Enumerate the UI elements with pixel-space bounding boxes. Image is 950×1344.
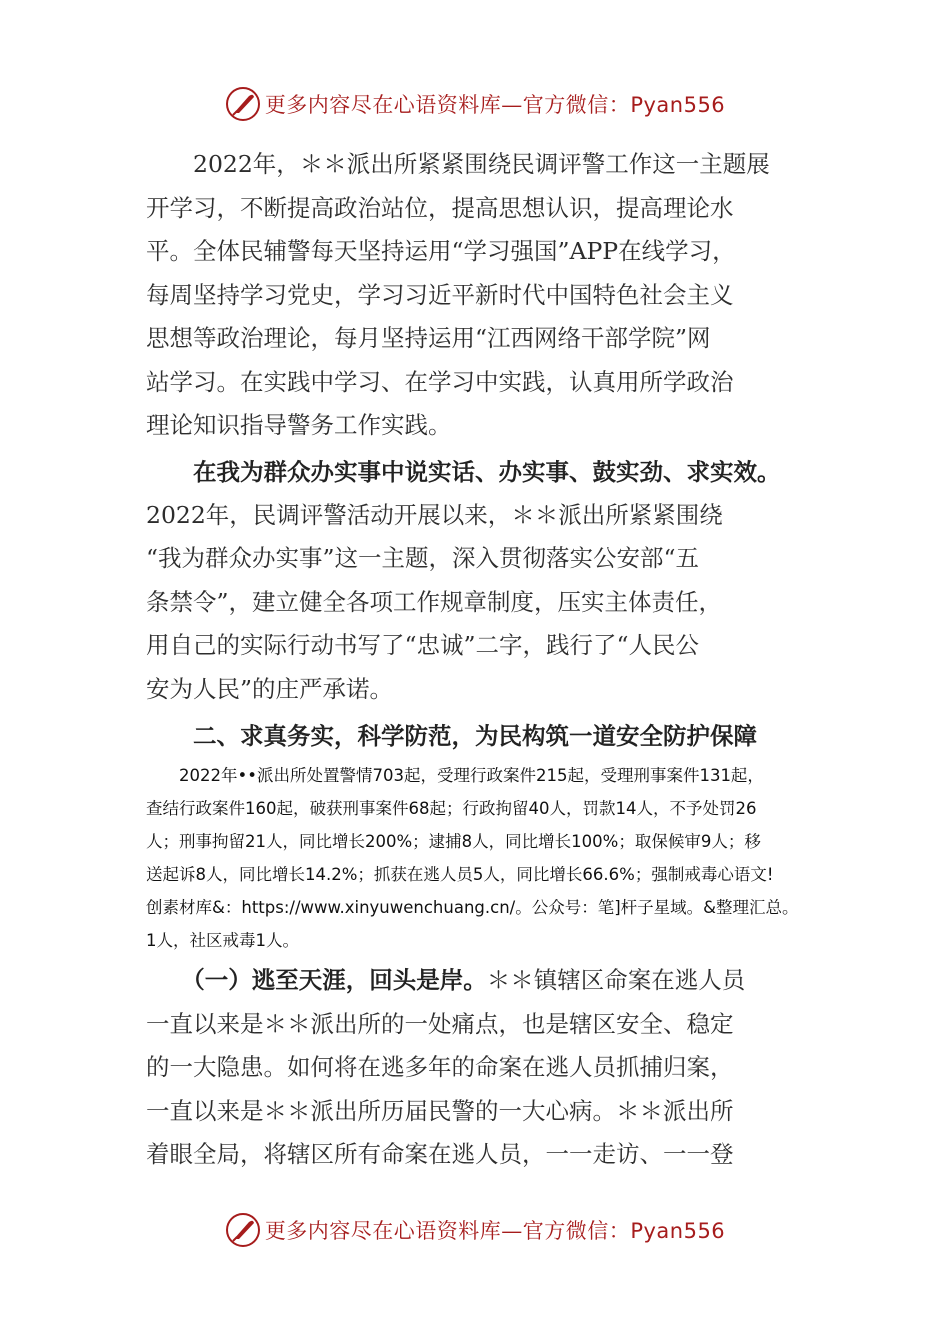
section-subheading: 在我为群众办实事中说实话、办实事、鼓实劲、求实效。 (146, 458, 781, 486)
paragraph-line: 条禁令”，建立健全各项工作规章制度，压实主体责任， (146, 588, 723, 616)
paragraph-line: 1人，社区戒毒1人。 (146, 931, 299, 950)
paragraph-line: 送起诉8人，同比增长14.2%；抓获在逃人员5人，同比增长66.6%；强制戒毒心语文! (146, 865, 774, 884)
paragraph-line: 思想等政治理论，每月坚持运用“江西网络干部学院”网 (146, 324, 711, 352)
paragraph-line: “我为群众办实事”这一主题，深入贯彻落实公安部“五 (146, 544, 700, 572)
paragraph-line: 查结行政案件160起，破获刑事案件68起；行政拘留40人，罚款14人，不予处罚26 (146, 799, 757, 818)
banner-text: 更多内容尽在心语资料库—官方微信：Pyan556 (264, 93, 726, 117)
paragraph-line: 人；刑事拘留21人，同比增长200%；逮捕8人，同比增长100%；取保候审9人；移 (146, 832, 761, 851)
paragraph-line: 用自己的实际行动书写了“忠诚”二字，践行了“人民公 (146, 631, 700, 659)
header-banner (0, 82, 950, 126)
paragraph-line: 开学习，不断提高政治站位，提高思想认识，提高理论水 (146, 194, 734, 222)
paragraph-line: 一直以来是＊＊派出所的一处痛点，也是辖区安全、稳定 (146, 1010, 734, 1038)
paragraph-line: 2022年••派出所处置警情703起，受理行政案件215起，受理刑事案件131起， (146, 766, 764, 785)
paragraph-line: 的一大隐患。如何将在逃多年的命案在逃人员抓捕归案， (146, 1053, 734, 1081)
banner-text: 更多内容尽在心语资料库—官方微信：Pyan556 (264, 1219, 726, 1243)
paragraph-line: 一直以来是＊＊派出所历届民警的一大心病。＊＊派出所 (146, 1097, 734, 1125)
paragraph-line: 2022年，＊＊派出所紧紧围绕民调评警工作这一主题展 (146, 150, 770, 178)
quill-logo-icon (225, 1212, 261, 1248)
paragraph-line: 每周坚持学习党史，学习习近平新时代中国特色社会主义 (146, 281, 734, 309)
paragraph-line: 平。全体民辅警每天坚持运用“学习强国”APP在线学习， (146, 237, 736, 265)
subsection-heading: （一）逃至天涯，回头是岸。 (146, 966, 487, 994)
paragraph-line: 着眼全局，将辖区所有命案在逃人员，一一走访、一一登 (146, 1140, 734, 1168)
footer-banner (0, 1208, 950, 1252)
paragraph-line: 创素材库&：https://www.xinyuwenchuang.cn/。公众号：笔]杆子星域。&整理汇总。 (146, 898, 799, 917)
quill-logo-icon (225, 86, 261, 122)
paragraph-line: 理论知识指导警务工作实践。 (146, 411, 452, 439)
paragraph-line: 2022年，民调评警活动开展以来，＊＊派出所紧紧围绕 (146, 501, 723, 529)
paragraph-line: 安为人民”的庄严承诺。 (146, 675, 394, 703)
paragraph-line: 站学习。在实践中学习、在学习中实践，认真用所学政治 (146, 368, 734, 396)
section-heading: 二、求真务实，科学防范，为民构筑一道安全防护保障 (146, 722, 757, 750)
paragraph-line: （一）逃至天涯，回头是岸。＊＊镇辖区命案在逃人员 (146, 966, 746, 994)
